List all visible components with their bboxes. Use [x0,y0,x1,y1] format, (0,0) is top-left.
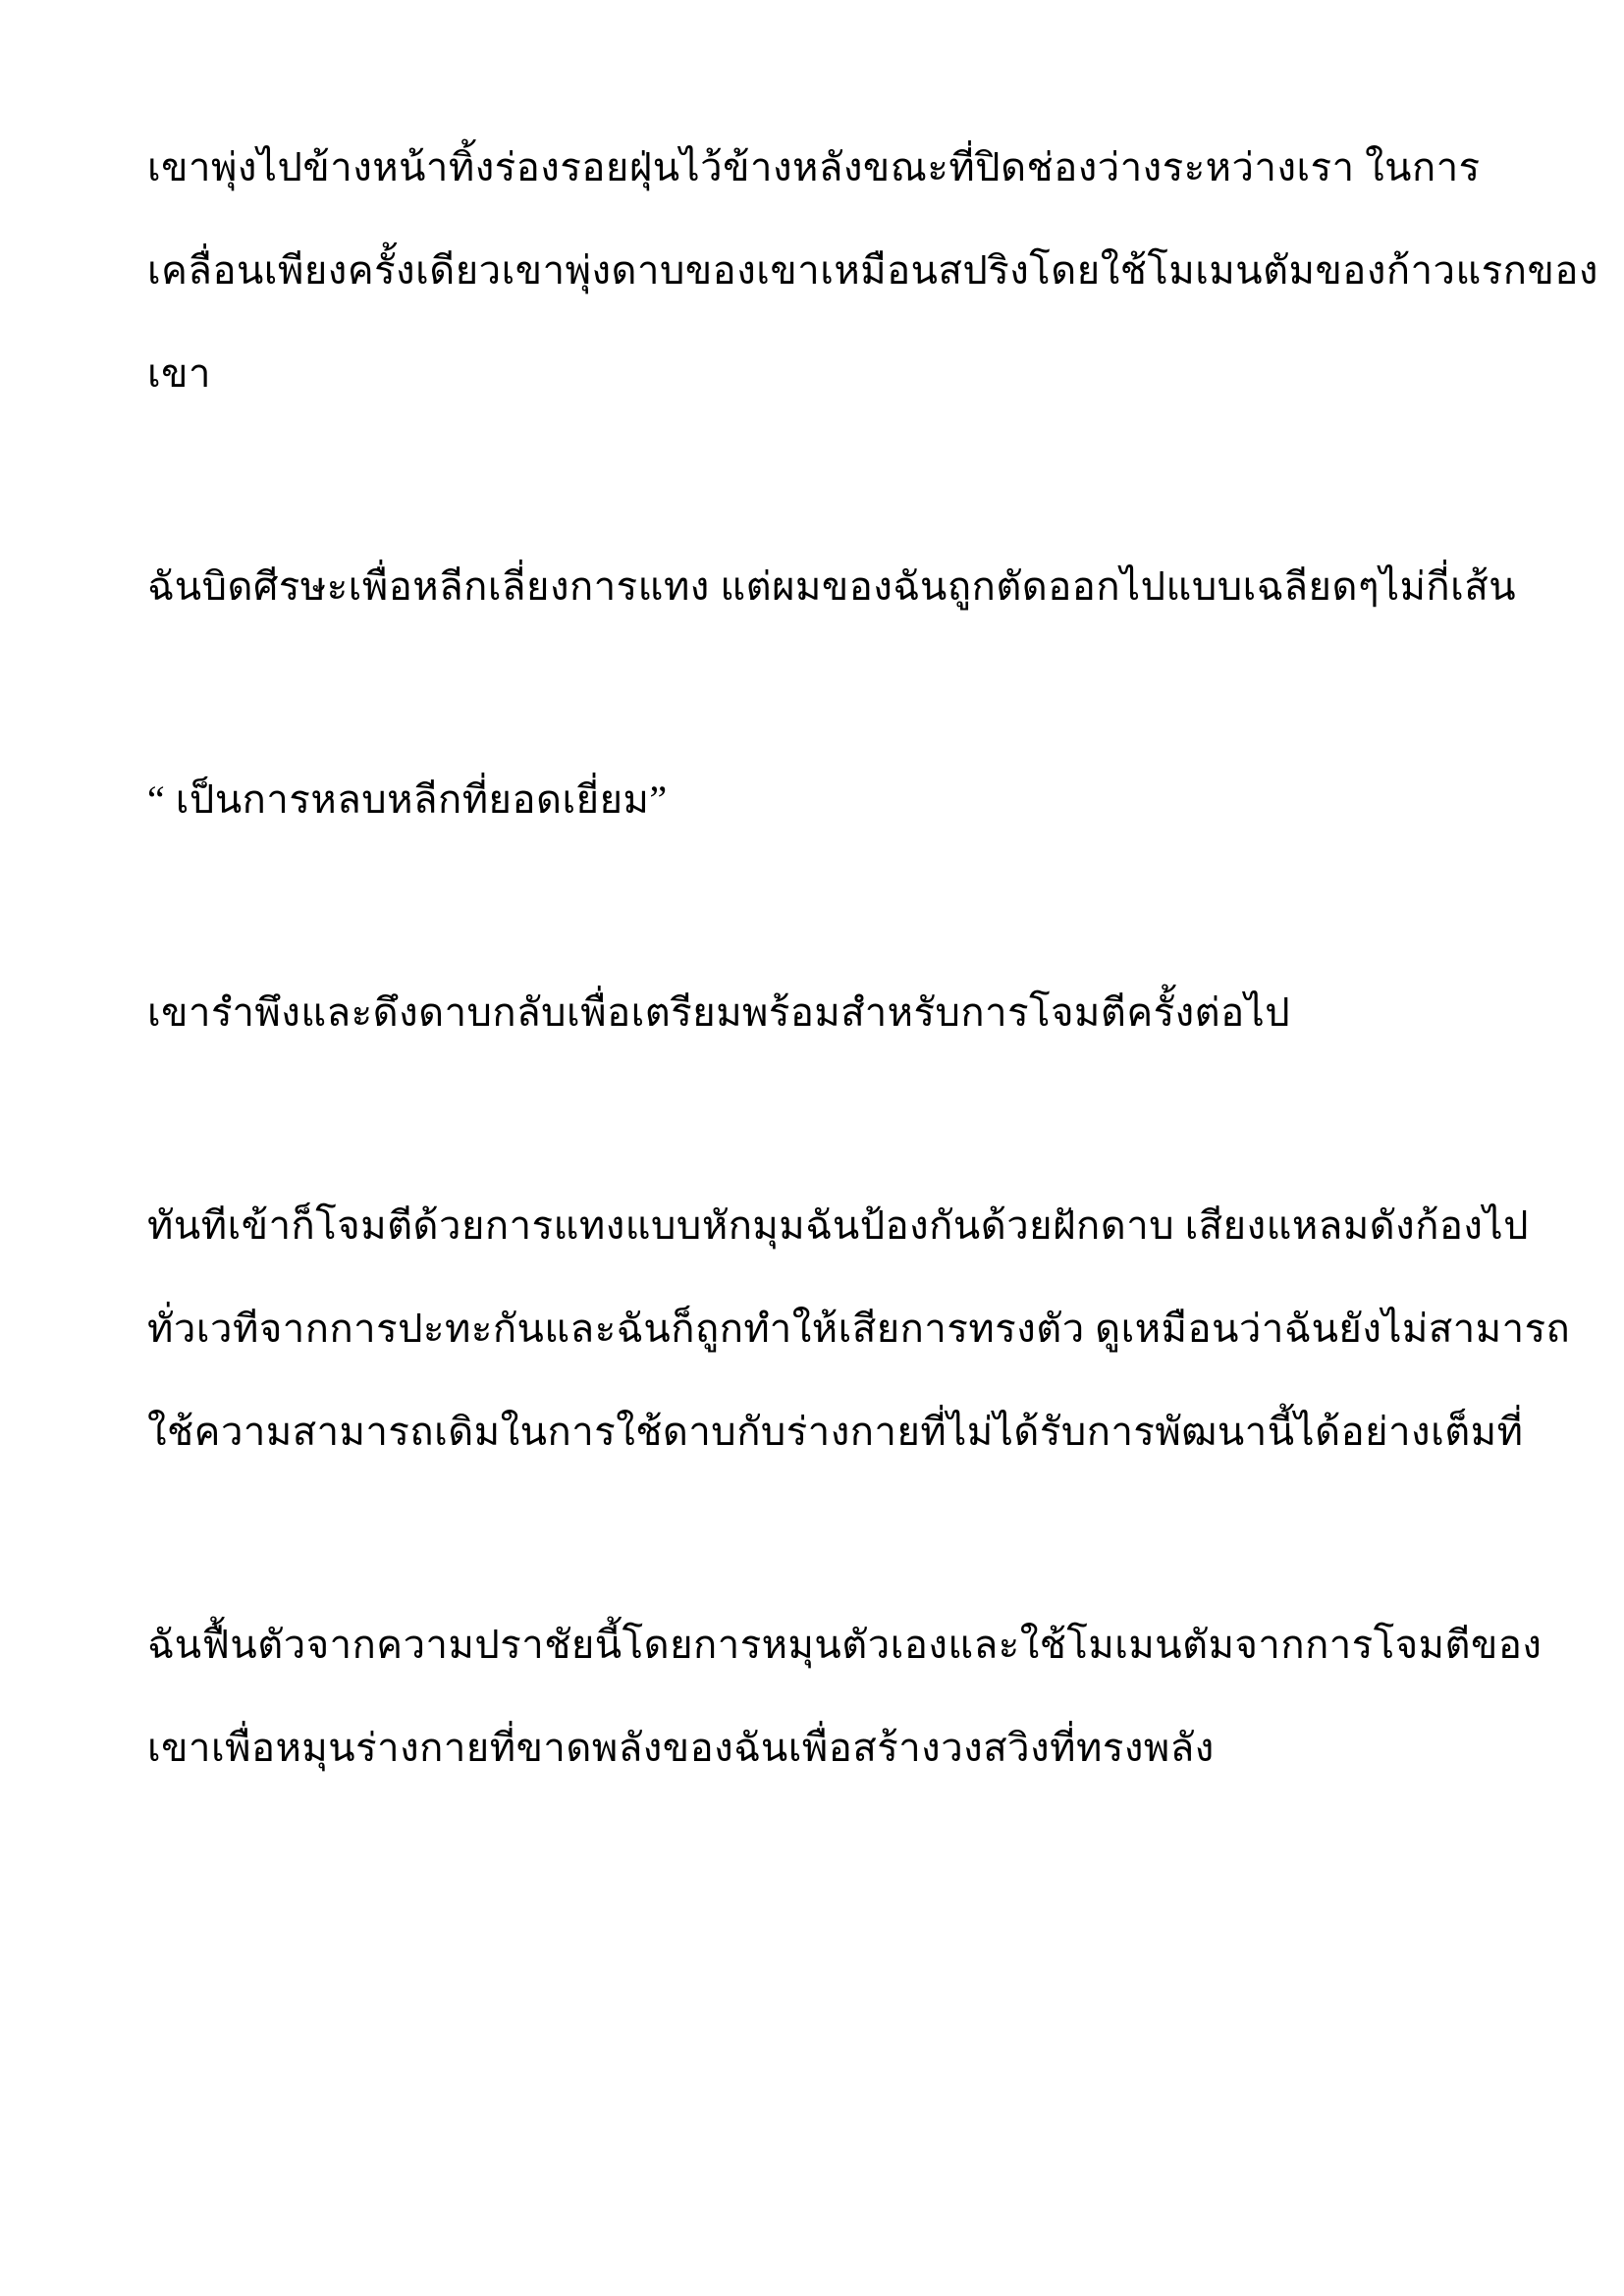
text-line: เคลื่อนเพียงครั้งเดียวเขาพุ่งดาบของเขาเหมือนสปริงโดยใช้โมเมนตัมของก้าวแรกของ [147,248,1598,293]
text-line: ฉันบิดศีรษะเพื่อหลีกเลี่ยงการแทง แต่ผมของฉันถูกตัดออกไปแบบเฉลียดๆไม่กี่เส้น [147,564,1517,609]
text-line: เขาพุ่งไปข้างหน้าทิ้งร่องรอยฝุ่นไว้ข้างหลังขณะที่ปิดช่องว่างระหว่างเรา ในการ [147,145,1481,189]
dialogue-line: “ เป็นการหลบหลีกที่ยอดเยี่ยม” [147,777,668,822]
text-line: ฉันฟื้นตัวจากความปราชัยนี้โดยการหมุนตัวเองและใช้โมเมนตัมจากการโจมตีของ [147,1623,1543,1667]
paragraph-3-dialogue [147,748,1487,851]
text-line: ใช้ความสามารถเดิมในการใช้ดาบกับร่างกายที่ไม่ได้รับการพัฒนานี้ได้อย่างเต็มที่ [147,1410,1524,1454]
paragraph-4 [147,961,1487,1064]
text-line: เขา [147,351,211,396]
text-line: เขารำพึงและดึงดาบกลับเพื่อเตรียมพร้อมสำหรับการโจมตีครั้งต่อไป [147,990,1291,1035]
paragraph-6 [147,1593,1543,1799]
text-line: เขาเพื่อหมุนร่างกายที่ขาดพลังของฉันเพื่อสร้างวงสวิงที่ทรงพลัง [147,1726,1215,1770]
paragraph-1 [147,116,1598,425]
paragraph-2 [147,535,1517,638]
text-line: ทั่วเวทีจากการปะทะกันและฉันก็ถูกทำให้เสียการทรงตัว ดูเหมือนว่าฉันยังไม่สามารถ [147,1307,1571,1351]
paragraph-5 [147,1174,1571,1483]
text-line: ทันทีเข้าก็โจมตีด้วยการแทงแบบหักมุมฉันป้องกันด้วยฝักดาบ เสียงแหลมดังก้องไป [147,1203,1529,1248]
